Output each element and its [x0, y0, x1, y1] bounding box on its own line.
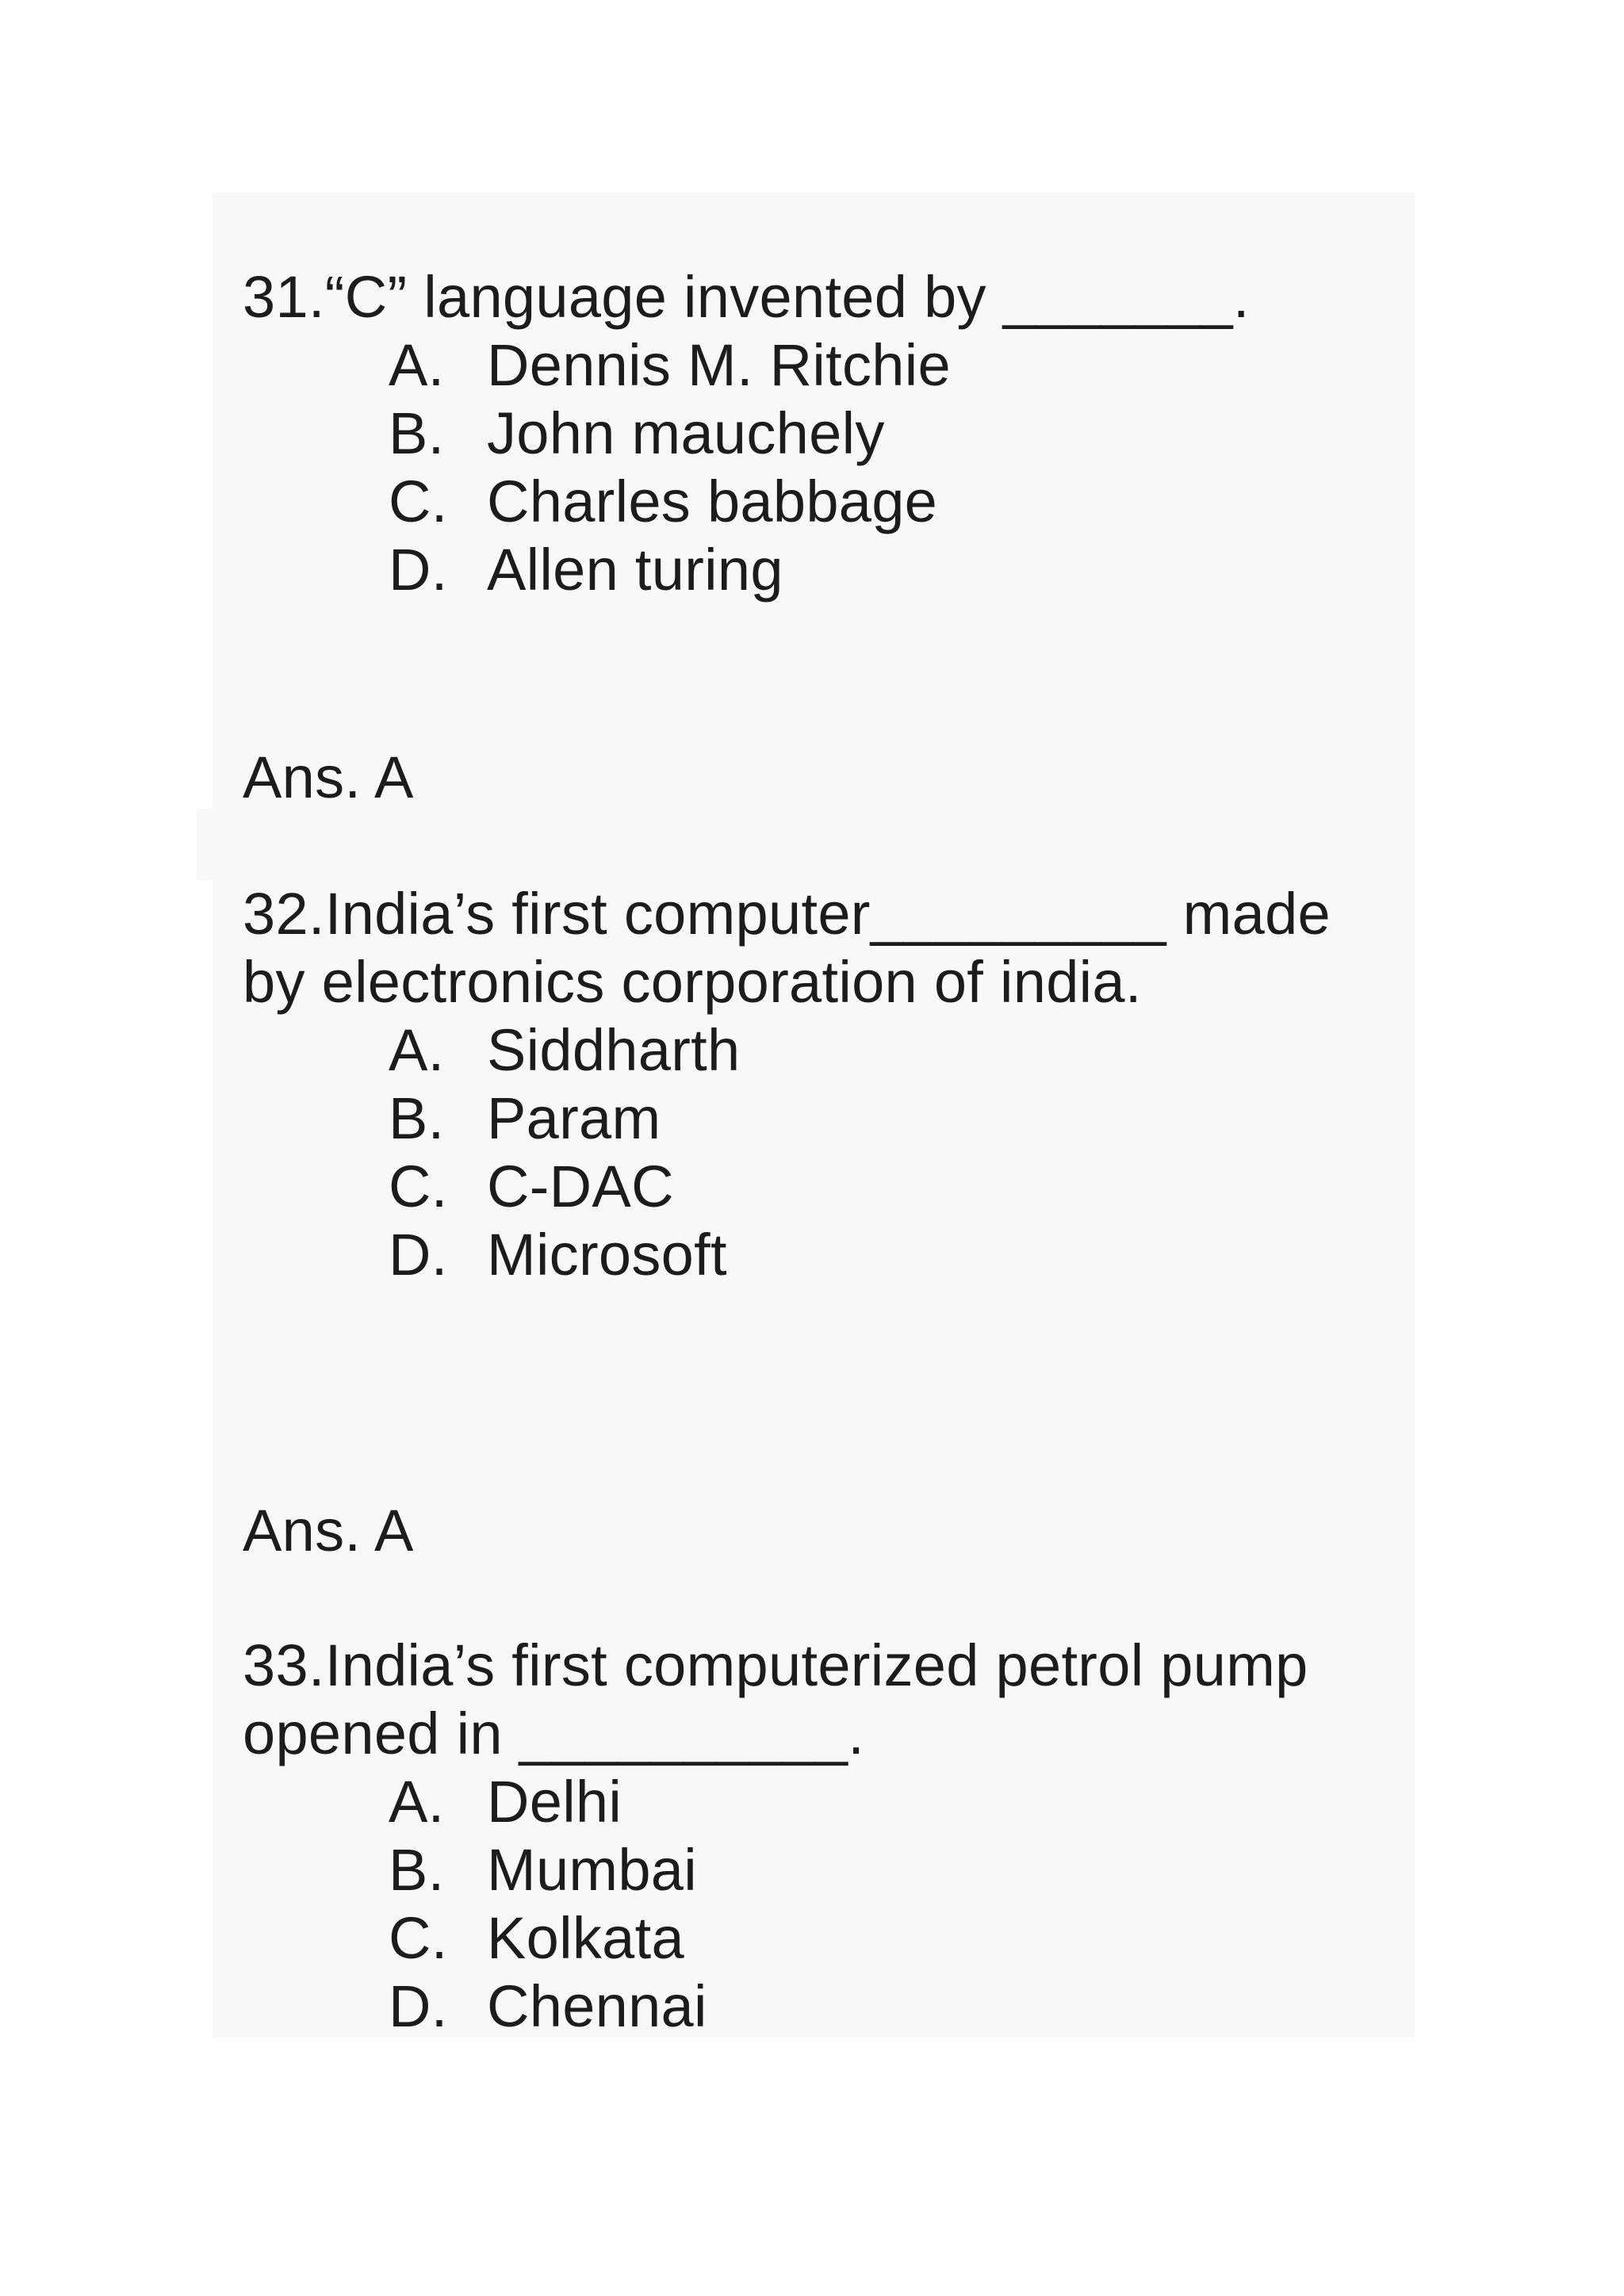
- question-32-answer: Ans. A: [243, 1498, 414, 1563]
- content-background-left-strip: [197, 809, 220, 880]
- option-text: John mauchely: [487, 400, 885, 466]
- question-32-stem-line2: by electronics corporation of india.: [243, 949, 1142, 1015]
- question-31-answer: Ans. A: [243, 744, 414, 810]
- option-text: Charles babbage: [487, 469, 938, 534]
- option-letter: C.: [389, 469, 448, 534]
- option-letter: C.: [389, 1154, 448, 1219]
- option-text: Param: [487, 1085, 661, 1151]
- option-text: Delhi: [487, 1769, 622, 1835]
- option-letter: D.: [389, 537, 448, 603]
- question-33-stem-line1: 33.India’s first computerized petrol pump: [243, 1632, 1308, 1698]
- option-text: C-DAC: [487, 1154, 674, 1219]
- option-text: Allen turing: [487, 537, 783, 603]
- option-letter: A.: [389, 1769, 445, 1835]
- option-letter: A.: [389, 332, 445, 398]
- option-letter: D.: [389, 1973, 448, 2039]
- option-text: Microsoft: [487, 1222, 727, 1288]
- option-text: Dennis M. Ritchie: [487, 332, 951, 398]
- option-letter: D.: [389, 1222, 448, 1288]
- option-text: Chennai: [487, 1973, 707, 2039]
- option-text: Mumbai: [487, 1837, 697, 1903]
- option-letter: C.: [389, 1905, 448, 1971]
- option-text: Kolkata: [487, 1905, 684, 1971]
- question-33-stem-line2: opened in __________.: [243, 1701, 865, 1766]
- option-letter: B.: [389, 1085, 445, 1151]
- option-text: Siddharth: [487, 1017, 741, 1083]
- option-letter: A.: [389, 1017, 445, 1083]
- question-32-stem-line1: 32.India’s first computer_________ made: [243, 881, 1331, 947]
- option-letter: B.: [389, 1837, 445, 1903]
- option-letter: B.: [389, 400, 445, 466]
- question-31-stem: 31.“C” language invented by _______.: [243, 264, 1250, 330]
